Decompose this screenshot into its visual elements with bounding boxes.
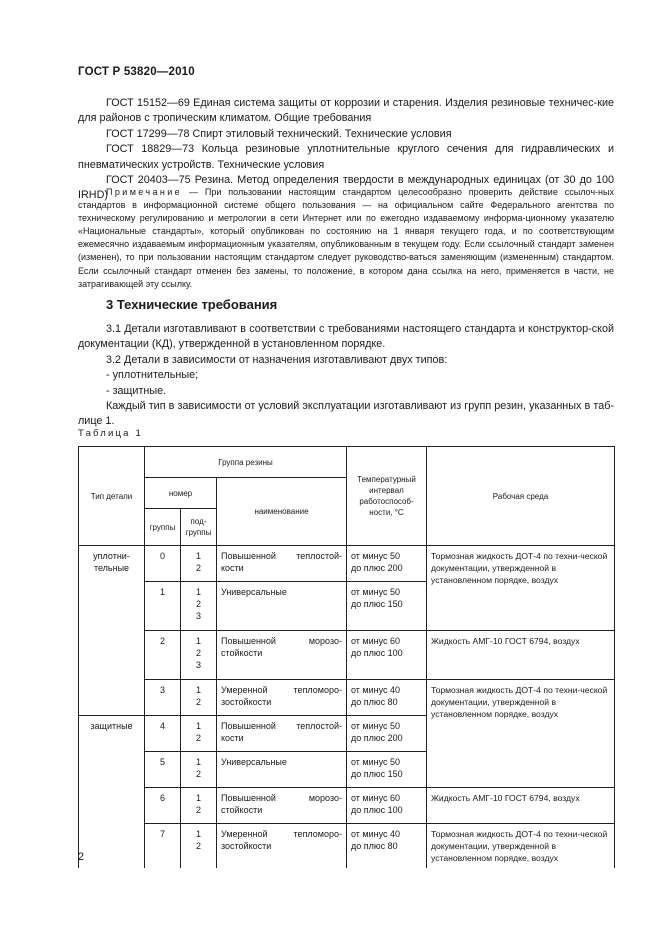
paragraph-3-2: 3.2 Детали в зависимости от назначения изготавливают двух типов: <box>106 353 448 366</box>
group-number: 3 <box>145 680 181 716</box>
note-text: — При пользовании настоящим стандартом целесообразно проверить действие ссылоч-ных стандартов в информационной системе общего пользования — на официальном сайте Федерального агентства по техническому регулированию и метрологии в сети Интернет или по ежегодно издаваемому информа-ционному указателю «Национальные стандарты», который опубликован по состоянию на 1 января текущего года, и по соответствующим ежемесячно издаваемым информационным указателям, опубликованным в текущем году. Если ссылочный стандарт заменен (изменен), то при пользовании настоящим стандартом следует руководство-ваться заменяющим (измененным) стандартом. Если ссылочный стандарт отменен без замены, то положение, в котором дана ссылка на него, применяется в части, не затрагивающей эту ссылку. <box>78 187 614 289</box>
working-environment: Тормозная жидкость ДОТ-4 по техни-ческой документации, утвержденной в установленном порядке, воздух <box>427 824 615 869</box>
note-block <box>78 186 614 291</box>
group-number: 5 <box>145 752 181 788</box>
group-number: 6 <box>145 788 181 824</box>
reference-item: ГОСТ 17299—78 Спирт этиловый технический. Технические условия <box>106 127 452 140</box>
working-environment: Тормозная жидкость ДОТ-4 по техни-ческой документации, утвержденной в установленном порядке, воздух <box>427 546 615 631</box>
header-rubber-group: Группа резины <box>145 447 347 478</box>
temperature-range: от минус 40 до плюс 80 <box>347 824 427 869</box>
note-label: Примечание <box>106 187 183 197</box>
temperature-range: от минус 50 до плюс 150 <box>347 752 427 788</box>
type-protective: защитные <box>79 716 145 869</box>
temperature-range: от минус 60 до плюс 100 <box>347 631 427 680</box>
reference-item: ГОСТ 15152—69 Единая система защиты от коррозии и старения. Изделия резиновые техничес-кие для районов с тропическим климатом. Общие требования <box>78 97 614 125</box>
header-number: номер <box>145 478 217 509</box>
subgroup-list: 1 2 <box>181 680 217 716</box>
section-title: 3 Технические требования <box>106 297 278 312</box>
paragraph-3-1: 3.1 Детали изготавливают в соответствии с требованиями настоящего стандарта и конструктор-ской документации (КД), утвержденной в установленном порядке. <box>78 323 614 351</box>
working-environment: Тормозная жидкость ДОТ-4 по техни-ческой документации, утвержденной в установленном порядке, воздух <box>427 680 615 788</box>
temperature-range: от минус 50 до плюс 200 <box>347 546 427 582</box>
header-temperature: Температурный интервал работоспособ-ности, °С <box>347 447 427 546</box>
subgroup-list: 1 2 <box>181 752 217 788</box>
type-sealing: уплотни- тельные <box>79 546 145 716</box>
group-name: Умеренной тепломоро-зостойкости <box>217 680 347 716</box>
temperature-range: от минус 50 до плюс 200 <box>347 716 427 752</box>
reference-item: ГОСТ 20403—75 Резина. Метод определения твердости в международных единицах (от 30 до 100 IRHD) <box>78 174 614 202</box>
subgroup-list: 1 2 <box>181 716 217 752</box>
header-subgroup: под- группы <box>181 509 217 546</box>
group-name: Повышенной морозо-стойкости <box>217 788 347 824</box>
list-item-sealing: - уплотнительные; <box>106 369 199 382</box>
working-environment: Жидкость АМГ-10 ГОСТ 6794, воздух <box>427 788 615 824</box>
group-number: 1 <box>145 582 181 631</box>
working-environment: Жидкость АМГ-10 ГОСТ 6794, воздух <box>427 631 615 680</box>
group-name: Универсальные <box>217 582 347 631</box>
subgroup-list: 1 2 3 <box>181 631 217 680</box>
header-name: наименование <box>217 478 347 546</box>
subgroup-list: 1 2 <box>181 824 217 869</box>
group-number: 7 <box>145 824 181 869</box>
section-body <box>78 322 614 430</box>
group-name: Повышенной теплостой-кости <box>217 716 347 752</box>
subgroup-list: 1 2 3 <box>181 582 217 631</box>
paragraph-3-3: Каждый тип в зависимости от условий эксплуатации изготавливают из групп резин, указанных в таб-лице 1. <box>78 400 614 428</box>
table-caption: Таблица 1 <box>78 428 143 439</box>
group-name: Повышенной морозо-стойкости <box>217 631 347 680</box>
group-name: Повышенной теплостой-кости <box>217 546 347 582</box>
group-number: 4 <box>145 716 181 752</box>
page-number: 2 <box>78 851 85 863</box>
group-number: 2 <box>145 631 181 680</box>
temperature-range: от минус 50 до плюс 150 <box>347 582 427 631</box>
header-environment: Рабочая среда <box>427 447 615 546</box>
temperature-range: от минус 40 до плюс 80 <box>347 680 427 716</box>
subgroup-list: 1 2 <box>181 788 217 824</box>
header-group: группы <box>145 509 181 546</box>
document-header: ГОСТ Р 53820—2010 <box>78 66 195 78</box>
list-item-protective: - защитные. <box>106 384 167 397</box>
group-name: Умеренной тепломоро-зостойкости <box>217 824 347 869</box>
header-type: Тип детали <box>79 447 145 546</box>
rubber-groups-table <box>78 446 615 868</box>
reference-item: ГОСТ 18829—73 Кольца резиновые уплотнительные круглого сечения для гидравлических и пневматических устройств. Технические условия <box>78 143 614 171</box>
group-number: 0 <box>145 546 181 582</box>
group-name: Универсальные <box>217 752 347 788</box>
subgroup-list: 1 2 <box>181 546 217 582</box>
temperature-range: от минус 60 до плюс 100 <box>347 788 427 824</box>
